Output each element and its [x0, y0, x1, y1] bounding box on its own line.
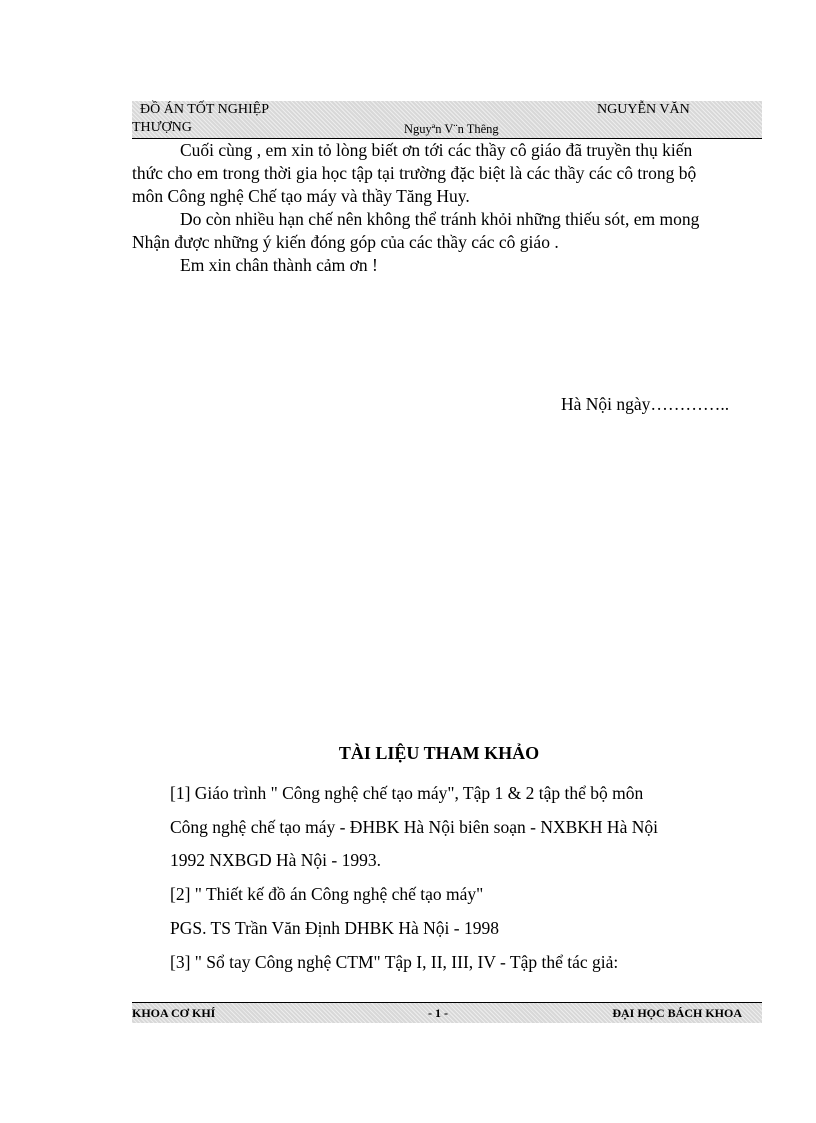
header-author-given-name: THƯỢNG — [132, 120, 192, 135]
reference-line: 1992 NXBGD Hà Nội - 1993. — [170, 850, 381, 870]
closing-paragraph-line: thức cho em trong thời gia học tập tại trường đặc biệt là các thầy các cô trong bộ — [132, 163, 697, 183]
reference-line: [2] " Thiết kế đồ án Công nghệ chế tạo máy" — [170, 884, 484, 904]
references-title: TÀI LIỆU THAM KHẢO — [338, 743, 540, 763]
reference-line: Công nghệ chế tạo máy - ĐHBK Hà Nội biên soạn - NXBKH Hà Nội — [170, 817, 658, 837]
closing-paragraph-line: Cuối cùng , em xin tỏ lòng biết ơn tới các thầy cô giáo đã truyền thụ kiến — [180, 140, 693, 160]
footer-faculty: KHOA CƠ KHÍ — [132, 1006, 216, 1020]
closing-paragraph-line: Nhận được những ý kiến đóng góp của các thầy các cô giáo . — [132, 232, 559, 252]
reference-line: PGS. TS Trần Văn Định DHBK Hà Nội - 1998 — [170, 918, 499, 938]
reference-line: [3] " Sổ tay Công nghệ CTM" Tập I, II, III, IV - Tập thể tác giả: — [170, 952, 619, 972]
page-footer — [132, 1002, 762, 1023]
header-title: ĐỒ ÁN TỐT NGHIỆP — [140, 102, 269, 117]
header-author-center: Nguyªn V¨n Thêng — [404, 122, 499, 136]
closing-thanks: Em xin chân thành cảm ơn ! — [180, 255, 378, 275]
closing-paragraph-line: Do còn nhiều hạn chế nên không thể tránh khỏi những thiếu sót, em mong — [180, 209, 700, 229]
closing-date: Hà Nội ngày………….. — [561, 394, 730, 414]
header-author-surname: NGUYỄN VĂN — [597, 102, 690, 117]
page-number: - 1 - — [428, 1006, 448, 1020]
reference-line: [1] Giáo trình " Công nghệ chế tạo máy", Tập 1 & 2 tập thể bộ môn — [170, 783, 644, 803]
footer-university: ĐẠI HỌC BÁCH KHOA — [612, 1006, 742, 1020]
page-header — [132, 101, 762, 139]
closing-paragraph-line: môn Công nghệ Chế tạo máy và thầy Tăng Huy. — [132, 186, 470, 206]
